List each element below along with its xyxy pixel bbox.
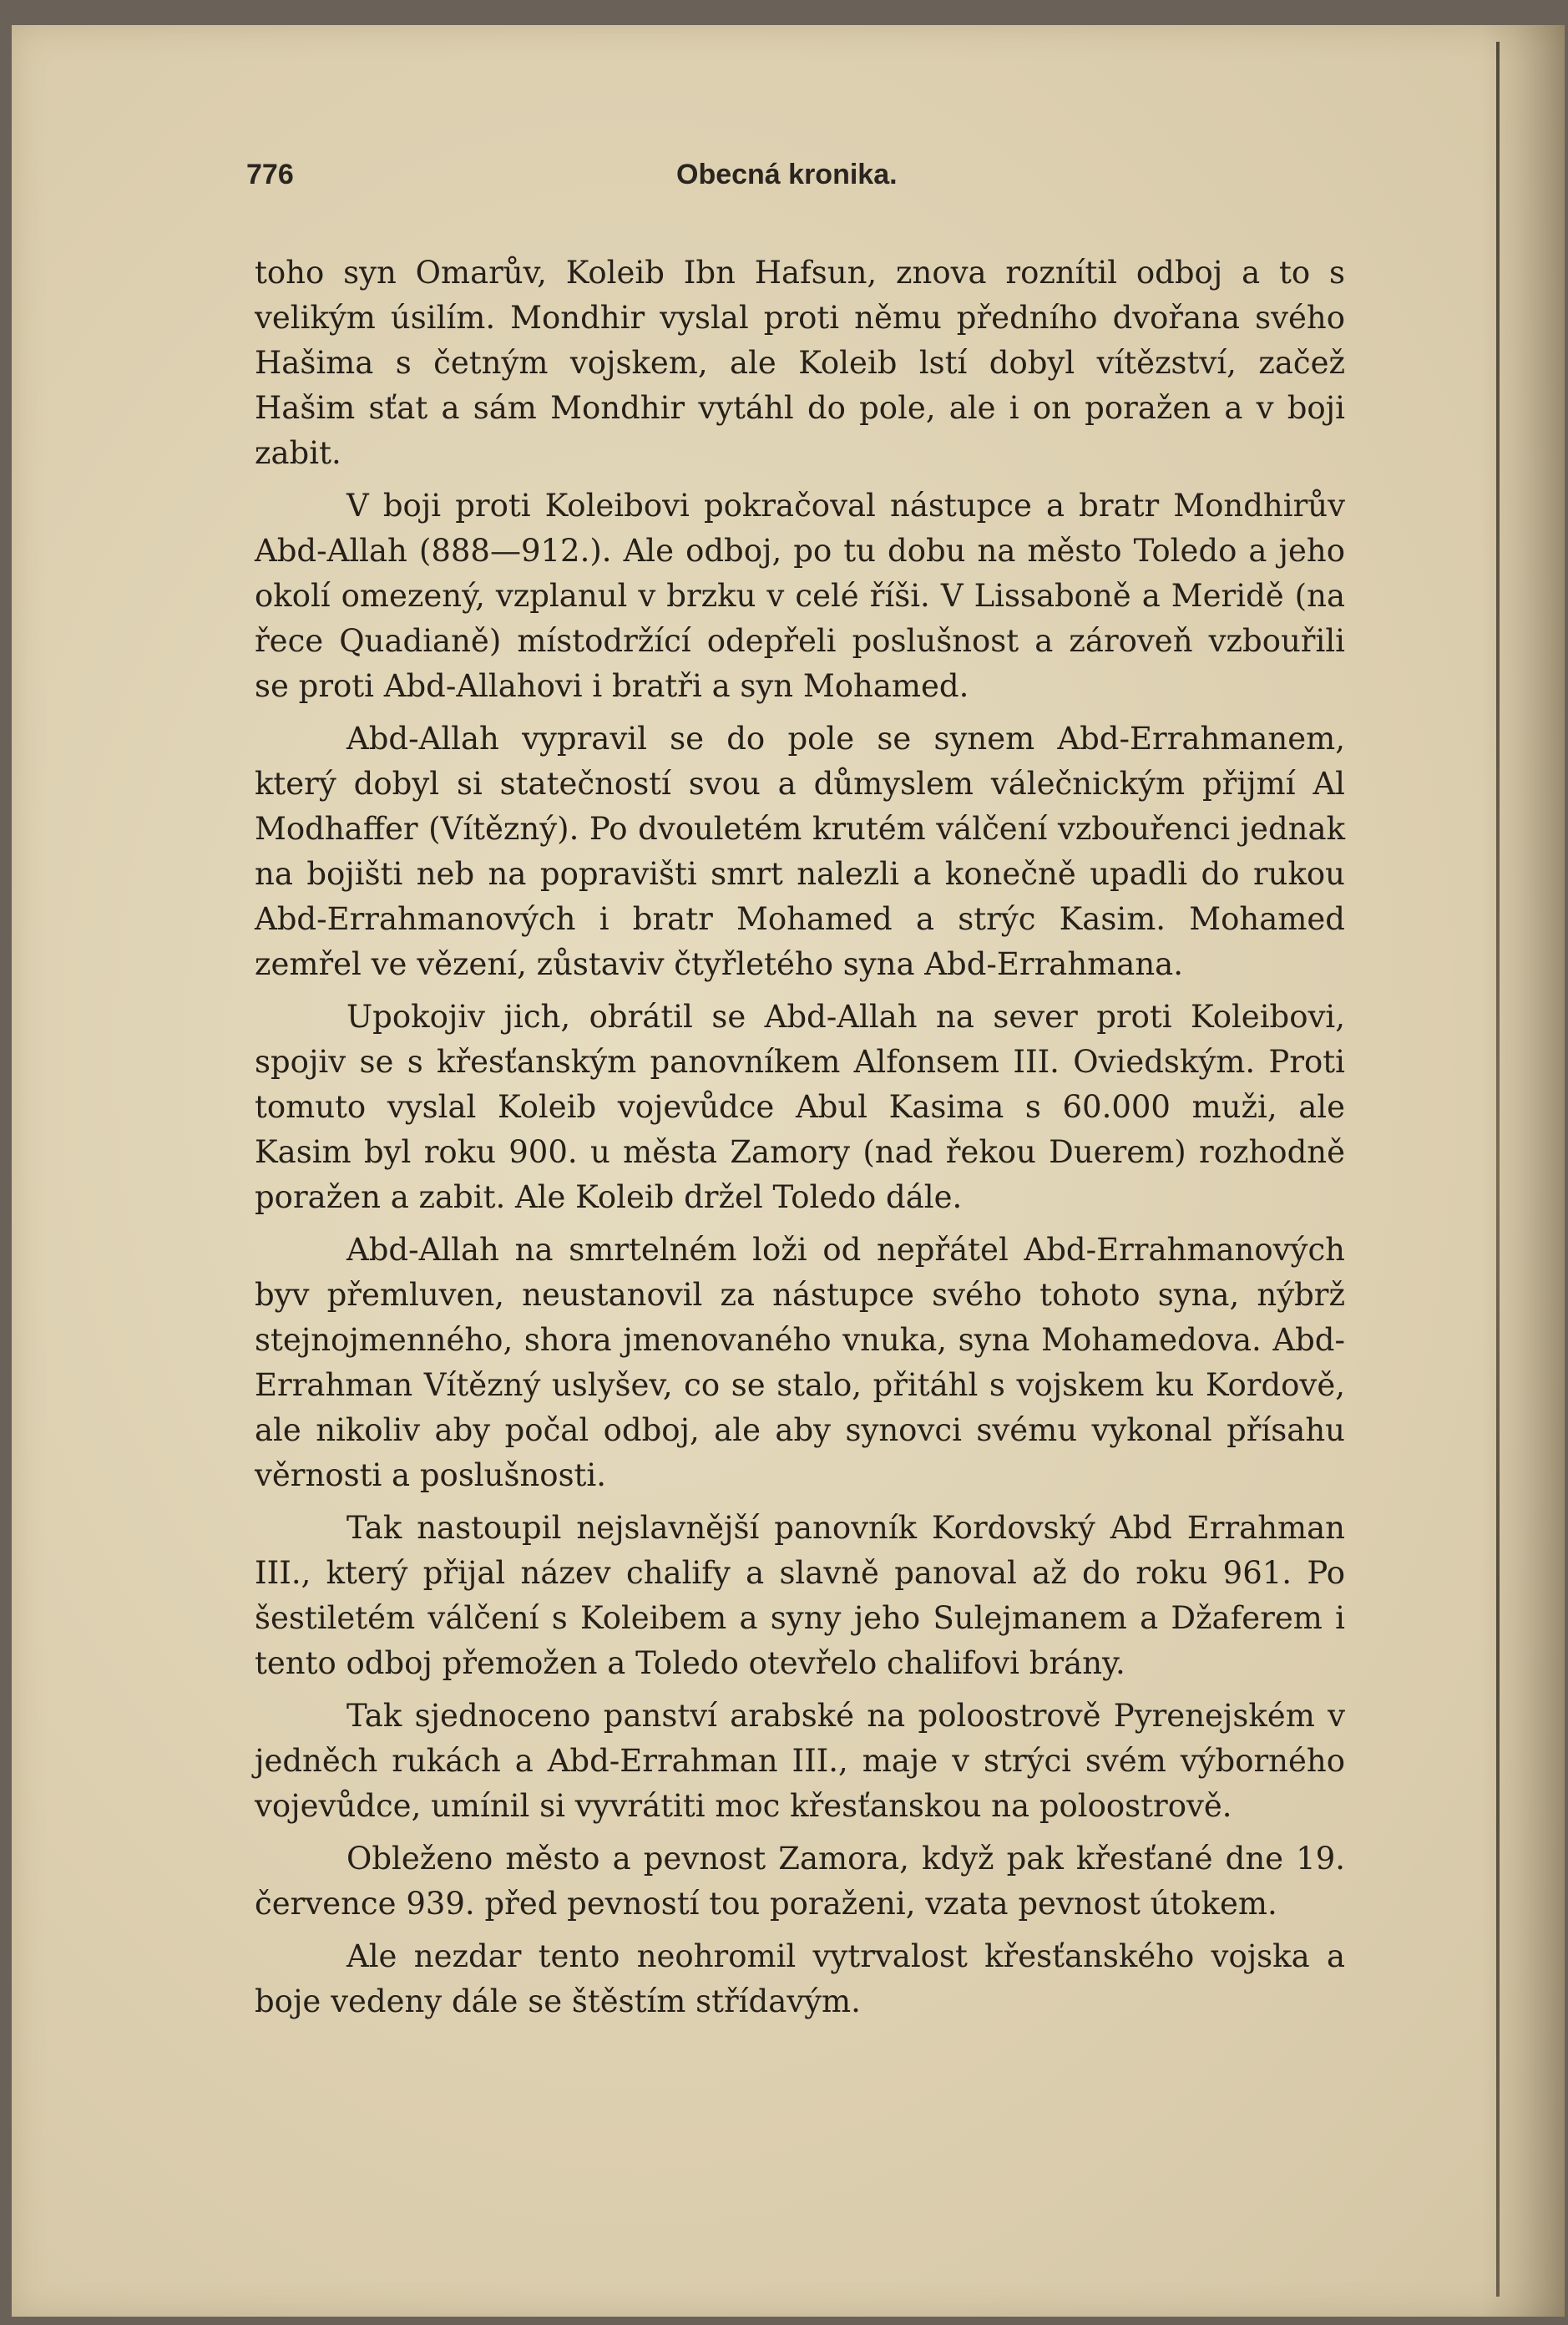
- page-gutter-shadow: [1481, 25, 1565, 2317]
- page-header: [246, 159, 1348, 209]
- paragraph-1: toho syn Omarův, Koleib Ibn Hafsun, znova roznítil odboj a to s velikým úsilím. Mondhir vyslal proti němu předního dvořana svého Hašima s četným vojskem, ale Koleib lstí dobyl vítězství, začež Hašim sťat a sám Mondhir vytáhl do pole, ale i on poražen a v boji zabit.: [255, 255, 1345, 471]
- paragraph-5: Abd-Allah na smrtelném loži od nepřátel Abd-Errahmanových byv přemluven, neustanovil za nástupce svého tohoto syna, nýbrž stejnojmenného, shora jmenovaného vnuka, syna Mohamedova. Abd-Errahman Vítězný uslyšev, co se stalo, přitáhl s vojskem ku Kordově, ale nikoliv aby počal odboj, ale aby synovci svému vykonal přísahu věrnosti a poslušnosti.: [255, 1232, 1345, 1493]
- page-number: 776: [246, 159, 294, 190]
- body-text: [255, 251, 1345, 2032]
- paragraph-9: Ale nezdar tento neohromil vytrvalost křesťanského vojska a boje vedeny dále se štěstím střídavým.: [255, 1938, 1345, 2019]
- paragraph-4: Upokojiv jich, obrátil se Abd-Allah na sever proti Koleibovi, spojiv se s křesťanským panovníkem Alfonsem III. Oviedským. Proti tomuto vyslal Koleib vojevůdce Abul Kasima s 60.000 muži, ale Kasim byl roku 900. u města Zamory (nad řekou Duerem) rozhodně poražen a zabit. Ale Koleib držel Toledo dále.: [255, 999, 1345, 1215]
- paragraph-3: Abd-Allah vypravil se do pole se synem Abd-Errahmanem, který dobyl si statečností svou a důmyslem válečnickým přijmí Al Modhaffer (Vítězný). Po dvouletém krutém válčení vzbouřenci jednak na bojišti neb na popravišti smrt nalezli a konečně upadli do rukou Abd-Errahmanových i bratr Mohamed a strýc Kasim. Mohamed zemřel ve vězení, zůstaviv čtyřletého syna Abd-Errahmana.: [255, 721, 1345, 982]
- running-title: Obecná kronika.: [676, 159, 898, 190]
- paragraph-2: V boji proti Koleibovi pokračoval nástupce a bratr Mondhirův Abd-Allah (888—912.). Ale odboj, po tu dobu na město Toledo a jeho okolí omezený, vzplanul v brzku v celé říši. V Lissaboně a Meridě (na řece Quadianě) místodržící odepřeli poslušnost a zároveň vzbouřili se proti Abd-Allahovi i bratři a syn Mohamed.: [255, 488, 1345, 704]
- paragraph-8: Obleženo město a pevnost Zamora, když pak křesťané dne 19. července 939. před pevností tou poraženi, vzata pevnost útokem.: [255, 1841, 1345, 1922]
- binding-edge: [1496, 42, 1500, 2297]
- paragraph-6: Tak nastoupil nejslavnější panovník Kordovský Abd Errahman III., který přijal název chalify a slavně panoval až do roku 961. Po šestiletém válčení s Koleibem a syny jeho Sulejmanem a Džaferem i tento odboj přemožen a Toledo otevřelo chalifovi brány.: [255, 1510, 1345, 1681]
- paragraph-7: Tak sjednoceno panství arabské na poloostrově Pyrenejském v jedněch rukách a Abd-Errahman III., maje v strýci svém výborného vojevůdce, umínil si vyvrátiti moc křesťanskou na poloostrově.: [255, 1698, 1345, 1824]
